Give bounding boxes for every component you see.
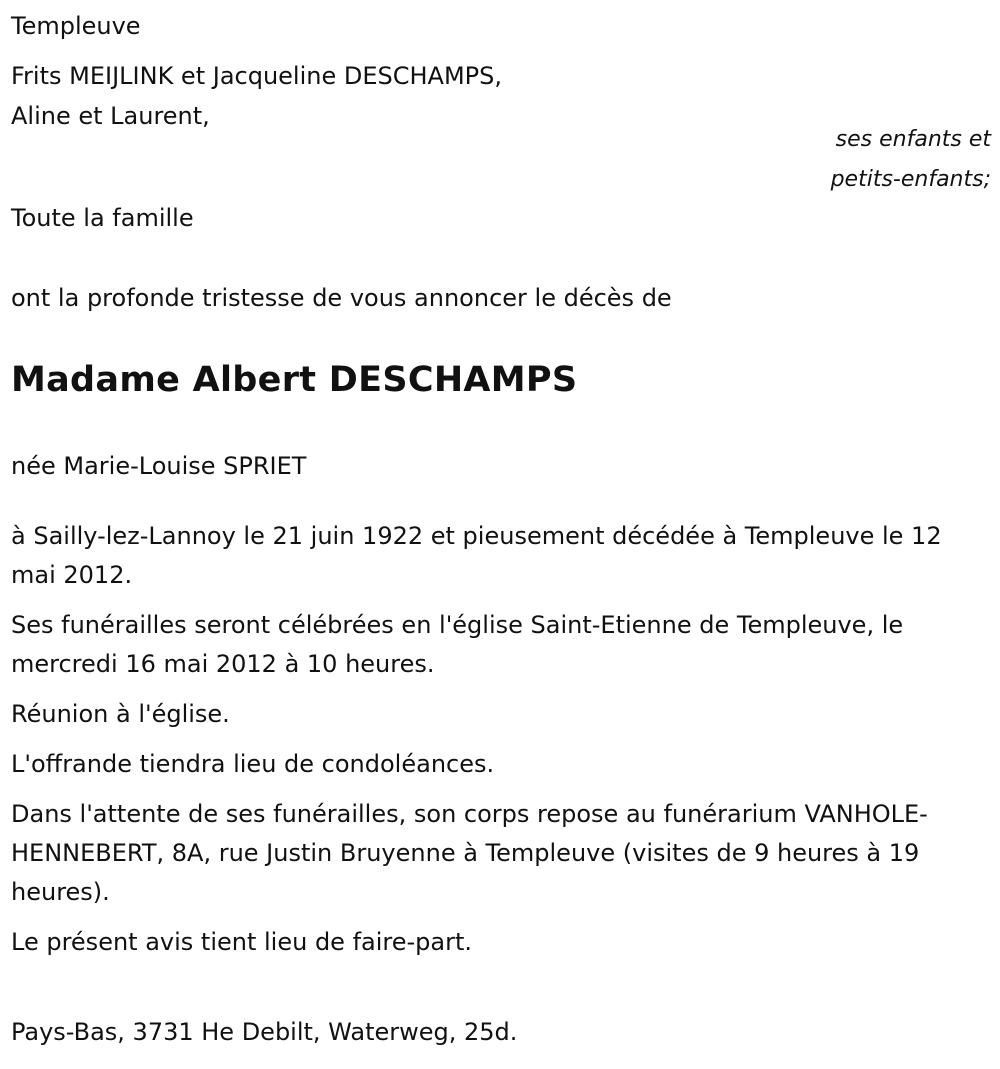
offering-paragraph: L'offrande tiendra lieu de condoléances. [11, 750, 495, 778]
faire-part-paragraph: Le présent avis tient lieu de faire-part. [11, 928, 473, 956]
relation-line-1: ses enfants et [835, 127, 991, 152]
details-section [11, 517, 991, 962]
maiden-name: née Marie-Louise SPRIET [11, 452, 307, 480]
announcement-text: ont la profonde tristesse de vous annoncer le décès de [11, 284, 672, 312]
contact-address: Pays-Bas, 3731 He Debilt, Waterweg, 25d. [11, 1018, 518, 1046]
relation-line-2: petits-enfants; [830, 167, 991, 192]
children-line-2: Aline et Laurent, [11, 102, 210, 130]
notice-place: Templeuve [11, 12, 141, 40]
birth-death-paragraph: à Sailly-lez-Lannoy le 21 juin 1922 et pieusement décédée à Templeuve le 12 mai 2012. [11, 522, 942, 589]
children-names [11, 56, 502, 136]
meeting-paragraph: Réunion à l'église. [11, 700, 230, 728]
funeral-paragraph: Ses funérailles seront célébrées en l'église Saint-Etienne de Templeuve, le mercredi 16 mai 2012 à 10 heures. [11, 611, 904, 678]
children-line-1: Frits MEIJLINK et Jacqueline DESCHAMPS, [11, 62, 503, 90]
family-line: Toute la famille [11, 204, 194, 232]
relation-caption [831, 120, 991, 200]
funerarium-paragraph: Dans l'attente de ses funérailles, son corps repose au funérarium VANHOLE-HENNEBERT, 8A, rue Justin Bruyenne à Templeuve (visites de 9 heures à 19 heures). [11, 800, 928, 906]
deceased-name: Madame Albert DESCHAMPS [11, 360, 578, 400]
